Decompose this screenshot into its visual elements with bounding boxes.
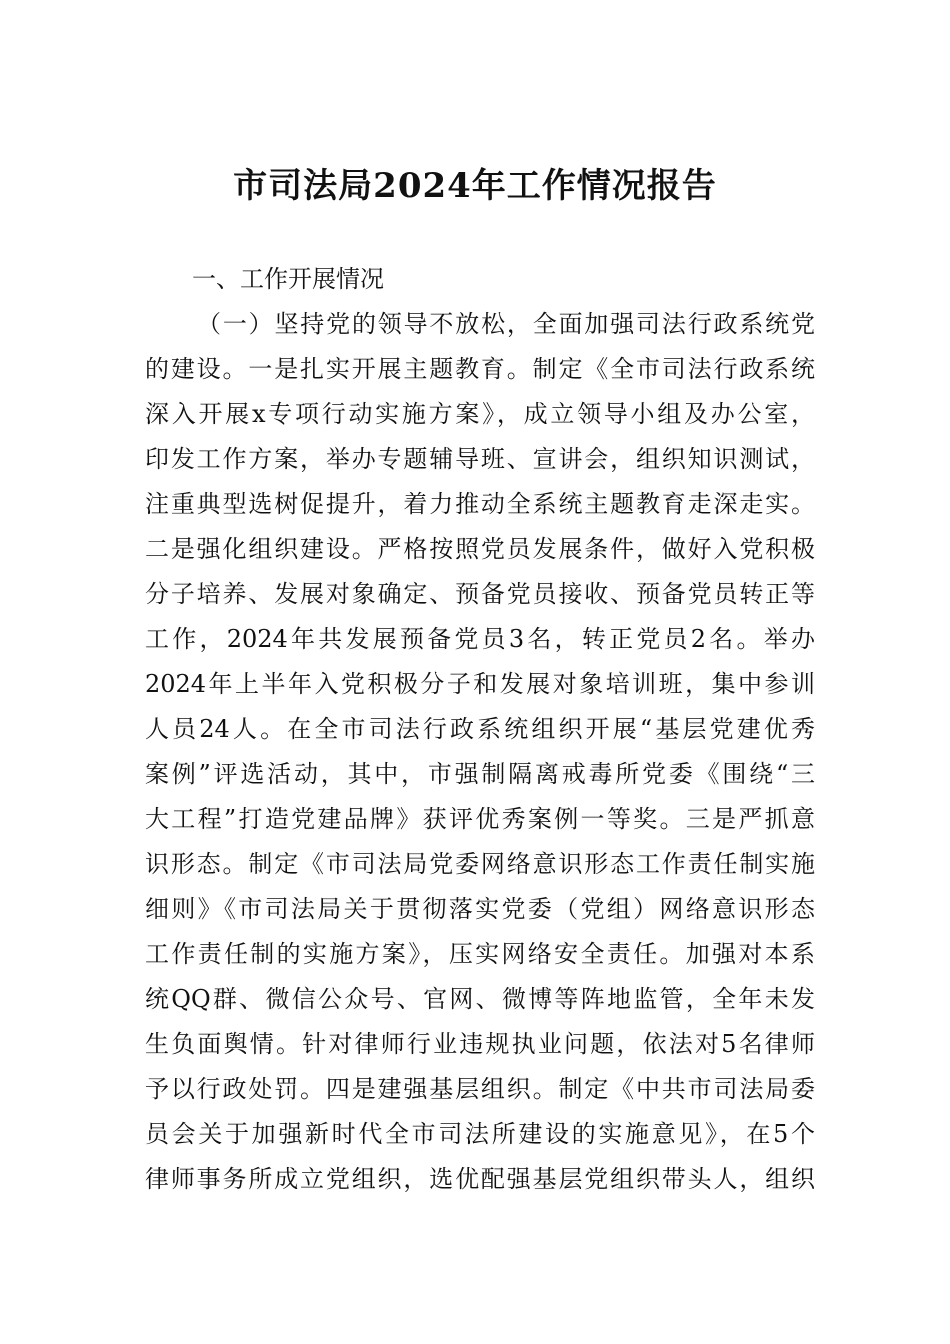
section-heading: 一、工作开展情况 <box>192 265 384 293</box>
paragraph-line: 大工程”打造党建品牌》获评优秀案例一等奖。三是严抓意 <box>145 805 815 833</box>
paragraph-line: 工作责任制的实施方案》，压实网络安全责任。加强对本系 <box>145 940 815 968</box>
paragraph-line: 2024年上半年入党积极分子和发展对象培训班，集中参训 <box>145 670 815 698</box>
paragraph-line: 的建设。一是扎实开展主题教育。制定《全市司法行政系统 <box>145 355 815 383</box>
paragraph-line: 深入开展x专项行动实施方案》，成立领导小组及办公室， <box>145 400 815 428</box>
paragraph-line: 予以行政处罚。四是建强基层组织。制定《中共市司法局委 <box>145 1075 815 1103</box>
paragraph-line: 生负面舆情。针对律师行业违规执业问题，依法对5名律师 <box>145 1030 815 1058</box>
paragraph-line: （一）坚持党的领导不放松，全面加强司法行政系统党 <box>197 310 815 338</box>
paragraph-line: 员会关于加强新时代全市司法所建设的实施意见》，在5个 <box>145 1120 815 1148</box>
paragraph-line: 注重典型选树促提升，着力推动全系统主题教育走深走实。 <box>145 490 815 518</box>
paragraph-line: 分子培养、发展对象确定、预备党员接收、预备党员转正等 <box>145 580 815 608</box>
paragraph-line: 律师事务所成立党组织，选优配强基层党组织带头人，组织 <box>145 1165 815 1193</box>
paragraph-line: 识形态。制定《市司法局党委网络意识形态工作责任制实施 <box>145 850 815 878</box>
document-body <box>145 302 815 1202</box>
paragraph-line: 细则》《市司法局关于贯彻落实党委（党组）网络意识形态 <box>145 895 815 923</box>
document-title: 市司法局2024年工作情况报告 <box>233 166 717 206</box>
paragraph-line: 二是强化组织建设。严格按照党员发展条件，做好入党积极 <box>145 535 815 563</box>
paragraph-line: 工作，2024年共发展预备党员3名，转正党员2名。举办 <box>145 625 815 653</box>
paragraph-line: 案例”评选活动，其中，市强制隔离戒毒所党委《围绕“三 <box>145 760 815 788</box>
paragraph-line: 人员24人。在全市司法行政系统组织开展“基层党建优秀 <box>145 715 815 743</box>
paragraph-line: 印发工作方案，举办专题辅导班、宣讲会，组织知识测试， <box>145 445 815 473</box>
paragraph-line: 统QQ群、微信公众号、官网、微博等阵地监管，全年未发 <box>145 985 815 1013</box>
